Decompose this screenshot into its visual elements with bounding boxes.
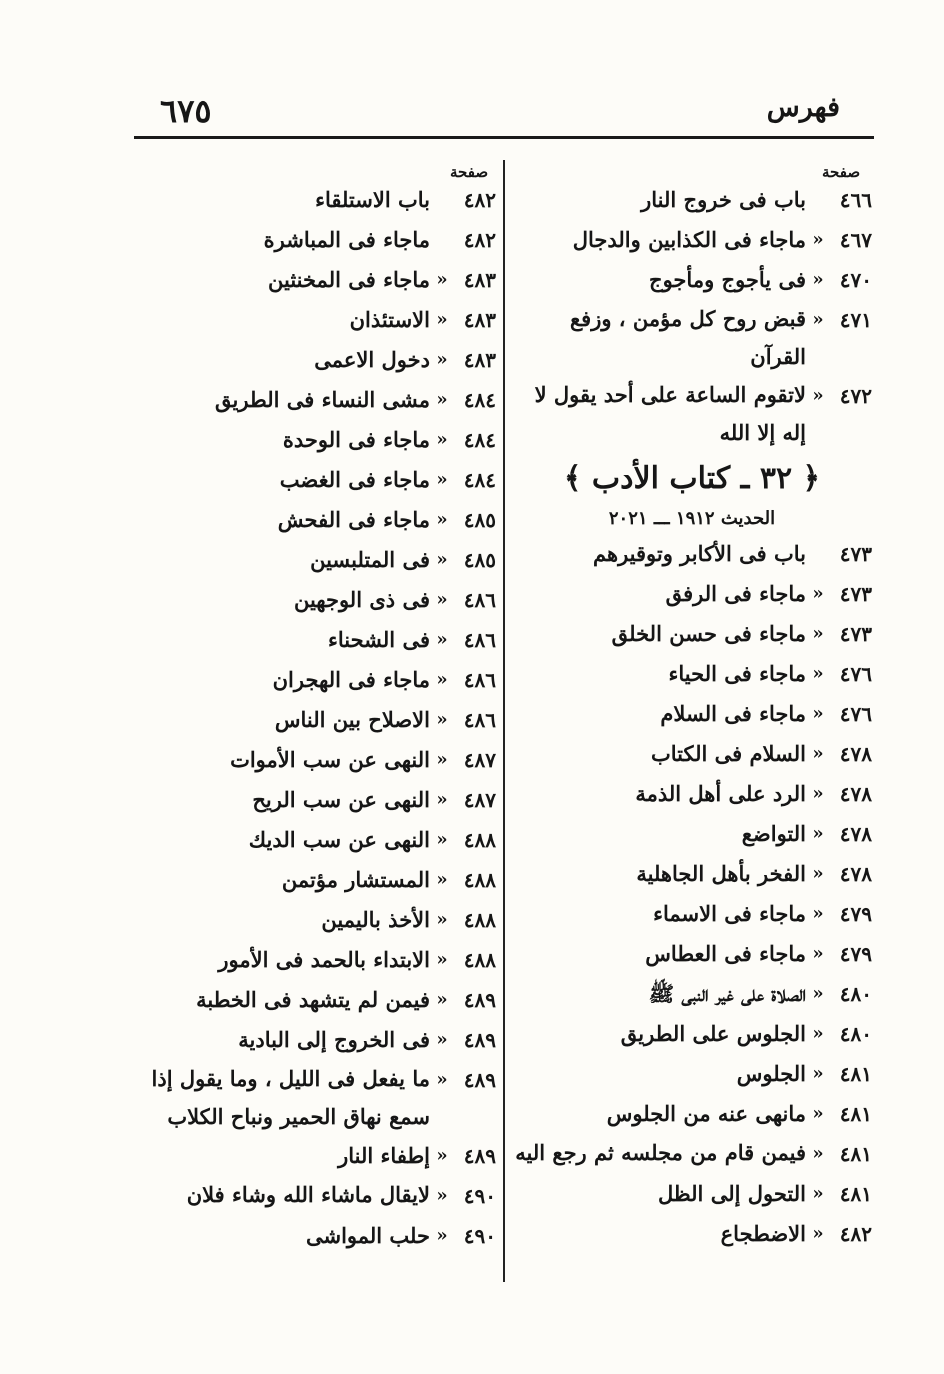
- ditto-mark: «: [436, 829, 448, 850]
- entry-page-number: ٤٧١: [839, 308, 872, 332]
- index-entry: [126, 340, 496, 380]
- entry-title: دخول الاعمى: [314, 347, 430, 372]
- entry-title: حلب المواشى: [305, 1223, 430, 1248]
- entry-title: فى الخروج إلى البادية: [238, 1027, 430, 1052]
- header-rule: [134, 136, 874, 139]
- entry-title: ماجاء فى الاسماء: [653, 901, 806, 926]
- entry-title: لايقال ماشاء الله وشاء فلان: [186, 1182, 430, 1207]
- entry-page-number: ٤٨٤: [463, 468, 496, 492]
- entry-page-number: ٤٨٦: [463, 628, 496, 652]
- entry-page-number: ٤٧٣: [839, 542, 872, 566]
- entry-page-number: ٤٨١: [839, 1142, 872, 1166]
- ditto-mark: «: [436, 429, 448, 450]
- ditto-mark: «: [436, 629, 448, 650]
- entry-title: ماجاء فى الهجران: [272, 667, 430, 692]
- entry-page-number: ٤٨٨: [463, 868, 496, 892]
- page-header: [140, 90, 840, 132]
- entry-title: الاستئذان: [349, 307, 430, 332]
- entry-page-number: ٤٧٨: [839, 822, 872, 846]
- index-entry: [126, 820, 496, 860]
- entry-page-number: ٤٧٨: [839, 862, 872, 886]
- entry-page-number: ٤٨٦: [463, 708, 496, 732]
- index-entry: [512, 694, 872, 734]
- entry-page-number: ٤٨٠: [839, 982, 872, 1006]
- right-column-label: صفحة: [822, 163, 861, 181]
- entry-page-number: ٤٨٥: [463, 508, 496, 532]
- index-entry: [126, 1216, 496, 1256]
- entry-page-number: ٤٨٢: [463, 188, 496, 212]
- entry-title: ماجاء فى المخنثين: [268, 267, 430, 292]
- entry-title: الرد على أهل الذمة: [635, 781, 806, 806]
- ditto-mark: «: [436, 949, 448, 970]
- entry-title: ماجاء فى الكذابين والدجال: [572, 227, 806, 252]
- ditto-mark: «: [812, 663, 824, 684]
- index-entry: [126, 700, 496, 740]
- entry-page-number: ٤٦٦: [839, 188, 872, 212]
- entry-page-number: ٤٧٩: [839, 942, 872, 966]
- entry-page-number: ٤٨٨: [463, 948, 496, 972]
- entry-title: الفخر بأهل الجاهلية: [636, 861, 806, 886]
- ditto-mark: «: [436, 469, 448, 490]
- ditto-mark: «: [812, 903, 824, 924]
- index-entry: [512, 1014, 872, 1054]
- ditto-mark: «: [812, 1143, 824, 1164]
- entry-title: فى المتلبسين: [310, 547, 430, 572]
- entry-page-number: ٤٨٣: [463, 308, 496, 332]
- index-entry: [126, 260, 496, 300]
- ditto-mark: «: [812, 1183, 824, 1204]
- index-entry: [512, 220, 872, 260]
- left-column-label: صفحة: [450, 163, 489, 181]
- left-column: [126, 180, 496, 1256]
- entry-page-number: ٤٨٩: [463, 1068, 496, 1092]
- entry-title: ماجاء فى السلام: [660, 701, 806, 726]
- ditto-mark: «: [436, 909, 448, 930]
- ditto-mark: «: [436, 589, 448, 610]
- index-entry: [126, 1020, 496, 1060]
- left-entries: [126, 180, 496, 1256]
- entry-title: فيمن لم يتشهد فى الخطبة: [196, 987, 430, 1012]
- right-column: [512, 180, 872, 1254]
- ditto-mark: «: [812, 983, 824, 1004]
- entry-page-number: ٤٨١: [839, 1182, 872, 1206]
- index-entry: [126, 780, 496, 820]
- entry-title: مانهى عنه من الجلوس: [606, 1101, 806, 1126]
- index-entry: [126, 500, 496, 540]
- entry-page-number: ٤٧٨: [839, 742, 872, 766]
- index-entry: [126, 220, 496, 260]
- ditto-mark: «: [812, 269, 824, 290]
- entry-title: لاتقوم الساعة على أحد يقول لا إله إلا الله: [534, 382, 806, 445]
- ditto-mark: «: [436, 1145, 448, 1166]
- page-number: ٦٧٥: [160, 92, 212, 130]
- ditto-mark: «: [812, 703, 824, 724]
- entry-page-number: ٤٨٩: [463, 988, 496, 1012]
- ditto-mark: «: [812, 823, 824, 844]
- index-entry: [126, 620, 496, 660]
- ditto-mark: «: [436, 1225, 448, 1246]
- index-entry: [126, 180, 496, 220]
- ditto-mark: «: [436, 309, 448, 330]
- index-entry: [512, 774, 872, 814]
- section-title: ﴿ ٣٢ ـ كتاب الأدب ﴾: [563, 461, 821, 496]
- entry-page-number: ٤٨٧: [463, 748, 496, 772]
- index-entry: [126, 1136, 496, 1176]
- entry-title: الاصلاح بين الناس: [274, 707, 430, 732]
- entry-page-number: ٤٧٢: [839, 384, 872, 408]
- ditto-mark: «: [812, 309, 824, 330]
- entry-page-number: ٤٨٢: [839, 1222, 872, 1246]
- entry-title: باب فى خروج النار: [641, 187, 806, 212]
- index-entry: [126, 420, 496, 460]
- entry-title: ما يفعل فى الليل ، وما يقول إذا سمع نهاق الحمير ونباح الكلاب: [151, 1066, 430, 1129]
- index-entry: [512, 934, 872, 974]
- page-title: فهرس: [766, 92, 840, 123]
- entry-page-number: ٤٨٦: [463, 668, 496, 692]
- index-entry: [512, 614, 872, 654]
- right-entries-top: [512, 180, 872, 452]
- entry-title: ماجاء فى الغضب: [279, 467, 430, 492]
- entry-title: المستشار مؤتمن: [281, 867, 430, 892]
- entry-page-number: ٤٨٣: [463, 268, 496, 292]
- ditto-mark: «: [812, 385, 824, 406]
- ditto-mark: «: [812, 783, 824, 804]
- entry-title: ماجاء فى الحياء: [668, 661, 806, 686]
- ditto-mark: «: [436, 349, 448, 370]
- index-entry: [126, 380, 496, 420]
- entry-page-number: ٤٧٦: [839, 662, 872, 686]
- entry-title: باب فى الأكابر وتوقيرهم: [593, 541, 806, 566]
- entry-title: الأخذ باليمين: [321, 907, 430, 932]
- entry-title: ماجاء فى الفحش: [277, 507, 430, 532]
- ditto-mark: «: [812, 1063, 824, 1084]
- entry-title: فيمن قام من مجلسه ثم رجع اليه: [515, 1140, 806, 1165]
- entry-title: النهى عن سب الأموات: [230, 747, 430, 772]
- ditto-mark: «: [436, 869, 448, 890]
- section-subtitle: الحديث ١٩١٢ ـــ ٢٠٢١: [608, 508, 776, 529]
- ditto-mark: «: [436, 269, 448, 290]
- entry-title: ماجاء فى الرفق: [665, 581, 806, 606]
- ditto-mark: «: [436, 549, 448, 570]
- ditto-mark: «: [436, 749, 448, 770]
- index-entry: [126, 860, 496, 900]
- entry-page-number: ٤٨٤: [463, 428, 496, 452]
- index-entry: [512, 854, 872, 894]
- ditto-mark: «: [812, 229, 824, 250]
- index-entry: [512, 734, 872, 774]
- entry-title: مشى النساء فى الطريق: [215, 387, 430, 412]
- ditto-mark: «: [436, 1185, 448, 1206]
- entry-page-number: ٤٧٦: [839, 702, 872, 726]
- ditto-mark: «: [812, 583, 824, 604]
- entry-title: التحول إلى الظل: [658, 1181, 806, 1206]
- entry-page-number: ٤٨٠: [839, 1022, 872, 1046]
- entry-page-number: ٤٨٣: [463, 348, 496, 372]
- ditto-mark: «: [812, 1223, 824, 1244]
- entry-page-number: ٤٧٩: [839, 902, 872, 926]
- ditto-mark: «: [812, 623, 824, 644]
- entry-title: الجلوس على الطريق: [620, 1021, 806, 1046]
- entry-page-number: ٤٨٩: [463, 1144, 496, 1168]
- entry-page-number: ٤٨٩: [463, 1028, 496, 1052]
- entry-title: إطفاء النار: [338, 1143, 430, 1168]
- entry-page-number: ٤٧٣: [839, 582, 872, 606]
- entry-page-number: ٤٨٢: [463, 228, 496, 252]
- entry-page-number: ٤٨١: [839, 1062, 872, 1086]
- entry-page-number: ٤٦٧: [839, 228, 872, 252]
- index-entry: [512, 654, 872, 694]
- entry-page-number: ٤٩٠: [463, 1184, 496, 1208]
- index-entry: [126, 660, 496, 700]
- entry-page-number: ٤٧٠: [839, 268, 872, 292]
- ditto-mark: «: [436, 509, 448, 530]
- entry-title: فى ذى الوجهين: [293, 587, 430, 612]
- ditto-mark: «: [436, 389, 448, 410]
- entry-page-number: ٤٩٠: [463, 1224, 496, 1248]
- entry-page-number: ٤٨١: [839, 1102, 872, 1126]
- entry-title: النهى عن سب الريح: [252, 787, 430, 812]
- entry-title: قبض روح كل مؤمن ، وزفع القرآن: [569, 306, 806, 369]
- index-entry: [512, 376, 872, 452]
- entry-title: ماجاء فى الوحدة: [282, 427, 430, 452]
- ditto-mark: «: [436, 1029, 448, 1050]
- ditto-mark: «: [436, 989, 448, 1010]
- entry-page-number: ٤٨٦: [463, 588, 496, 612]
- ditto-mark: «: [812, 863, 824, 884]
- index-entry: [512, 180, 872, 220]
- ditto-mark: «: [812, 1023, 824, 1044]
- right-entries-bottom: [512, 534, 872, 1254]
- entry-title: باب الاستلقاء: [315, 187, 430, 212]
- index-entry: [126, 300, 496, 340]
- entry-page-number: ٤٨٨: [463, 828, 496, 852]
- entry-title: التواضع: [741, 821, 806, 846]
- index-entry: [512, 1054, 872, 1094]
- entry-title: النهى عن سب الديك: [248, 827, 430, 852]
- index-entry: [126, 540, 496, 580]
- index-entry: [126, 740, 496, 780]
- entry-page-number: ٤٨٤: [463, 388, 496, 412]
- index-entry: [126, 900, 496, 940]
- ditto-mark: «: [436, 669, 448, 690]
- index-entry: [512, 260, 872, 300]
- index-entry: [512, 814, 872, 854]
- index-entry: [126, 1060, 496, 1136]
- index-entry: [126, 580, 496, 620]
- entry-title: السلام فى الكتاب: [651, 741, 806, 766]
- index-entry: [512, 1094, 872, 1134]
- entry-title: الصلاة على غير النبى ﷺ: [648, 981, 806, 1006]
- ditto-mark: «: [812, 1103, 824, 1124]
- entry-title: الاضطجاع: [720, 1221, 806, 1246]
- entry-title: ماجاء فى حسن الخلق: [611, 621, 806, 646]
- index-entry: [126, 1176, 496, 1216]
- index-entry: [126, 940, 496, 980]
- index-entry: [512, 1174, 872, 1214]
- index-entry: [512, 1214, 872, 1254]
- entry-page-number: ٤٨٧: [463, 788, 496, 812]
- entry-page-number: ٤٧٣: [839, 622, 872, 646]
- entry-title: ماجاء فى العطاس: [645, 941, 806, 966]
- index-entry: [512, 574, 872, 614]
- index-entry: [512, 1134, 872, 1174]
- ditto-mark: «: [436, 789, 448, 810]
- entry-page-number: ٤٧٨: [839, 782, 872, 806]
- ditto-mark: «: [812, 743, 824, 764]
- index-entry: [512, 974, 872, 1014]
- ditto-mark: «: [812, 943, 824, 964]
- index-entry: [126, 460, 496, 500]
- ditto-mark: «: [436, 1069, 448, 1090]
- entry-page-number: ٤٨٨: [463, 908, 496, 932]
- entry-title: الابتداء بالحمد فى الأمور: [218, 947, 430, 972]
- index-entry: [126, 980, 496, 1020]
- ditto-mark: «: [436, 709, 448, 730]
- entry-page-number: ٤٨٥: [463, 548, 496, 572]
- entry-title: ماجاء فى المباشرة: [263, 227, 430, 252]
- entry-title: فى يأجوج ومأجوج: [649, 267, 806, 292]
- entry-title: فى الشحناء: [328, 627, 430, 652]
- index-entry: [512, 534, 872, 574]
- index-entry: [512, 894, 872, 934]
- index-entry: [512, 300, 872, 376]
- column-divider: [503, 160, 505, 1282]
- entry-title: الجلوس: [736, 1061, 806, 1086]
